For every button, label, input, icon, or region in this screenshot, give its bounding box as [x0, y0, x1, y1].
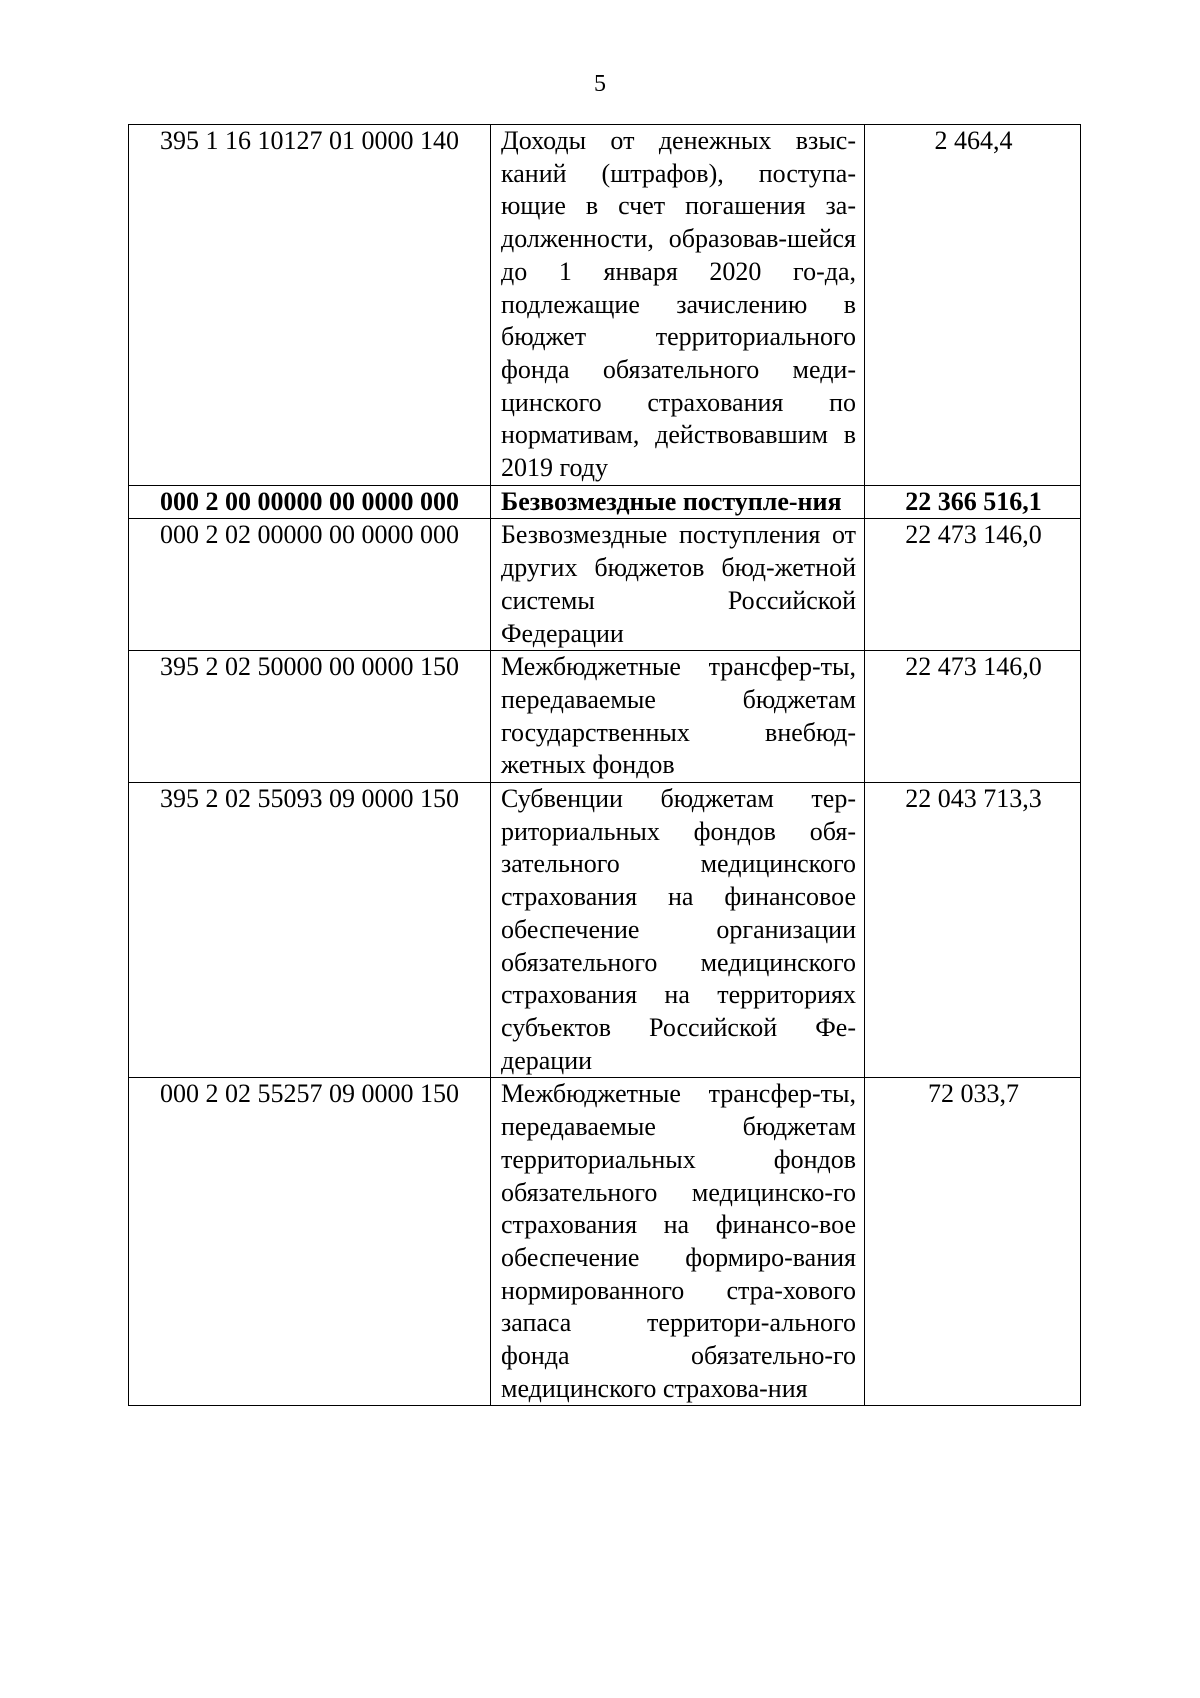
budget-revenue-table — [128, 124, 1081, 1406]
revenue-name: Доходы от денежных взыс-каний (штрафов), поступа-ющие в счет погашения за-долженности, образовав-шейся до 1 января 2020 го-да, подлежащие зачислению в бюджет территориального фонда обязательного меди-цинского страхования по нормативам, действовавшим в 2019 году — [491, 125, 865, 486]
budget-classification-code: 395 1 16 10127 01 0000 140 — [129, 125, 491, 486]
budget-classification-code: 000 2 02 00000 00 0000 000 — [129, 519, 491, 651]
revenue-amount: 22 366 516,1 — [865, 485, 1081, 519]
revenue-amount: 22 473 146,0 — [865, 651, 1081, 783]
budget-classification-code: 395 2 02 50000 00 0000 150 — [129, 651, 491, 783]
revenue-amount: 72 033,7 — [865, 1078, 1081, 1406]
table-row — [129, 783, 1081, 1078]
revenue-name: Безвозмездные поступления от других бюджетов бюд-жетной системы Российской Федерации — [491, 519, 865, 651]
table-row — [129, 485, 1081, 519]
page-number: 5 — [594, 71, 606, 97]
table-row — [129, 1078, 1081, 1406]
revenue-amount: 22 043 713,3 — [865, 783, 1081, 1078]
revenue-amount: 2 464,4 — [865, 125, 1081, 486]
revenue-name: Субвенции бюджетам тер-риториальных фондов обя-зательного медицинского страхования на финансовое обеспечение организации обязательного медицинского страхования на территориях субъектов Российской Фе-дерации — [491, 783, 865, 1078]
table-row — [129, 651, 1081, 783]
budget-classification-code: 000 2 00 00000 00 0000 000 — [129, 485, 491, 519]
table-row — [129, 125, 1081, 486]
table-row — [129, 519, 1081, 651]
revenue-amount: 22 473 146,0 — [865, 519, 1081, 651]
budget-classification-code: 000 2 02 55257 09 0000 150 — [129, 1078, 491, 1406]
revenue-name: Межбюджетные трансфер-ты, передаваемые бюджетам государственных внебюд-жетных фондов — [491, 651, 865, 783]
revenue-name: Межбюджетные трансфер-ты, передаваемые бюджетам территориальных фондов обязательного медицинско-го страхования на финансо-вое обеспечение формиро-вания нормированного стра-хового запаса территори-ального фонда обязательно-го медицинского страхова-ния — [491, 1078, 865, 1406]
revenue-name: Безвозмездные поступле-ния — [491, 485, 865, 519]
budget-classification-code: 395 2 02 55093 09 0000 150 — [129, 783, 491, 1078]
